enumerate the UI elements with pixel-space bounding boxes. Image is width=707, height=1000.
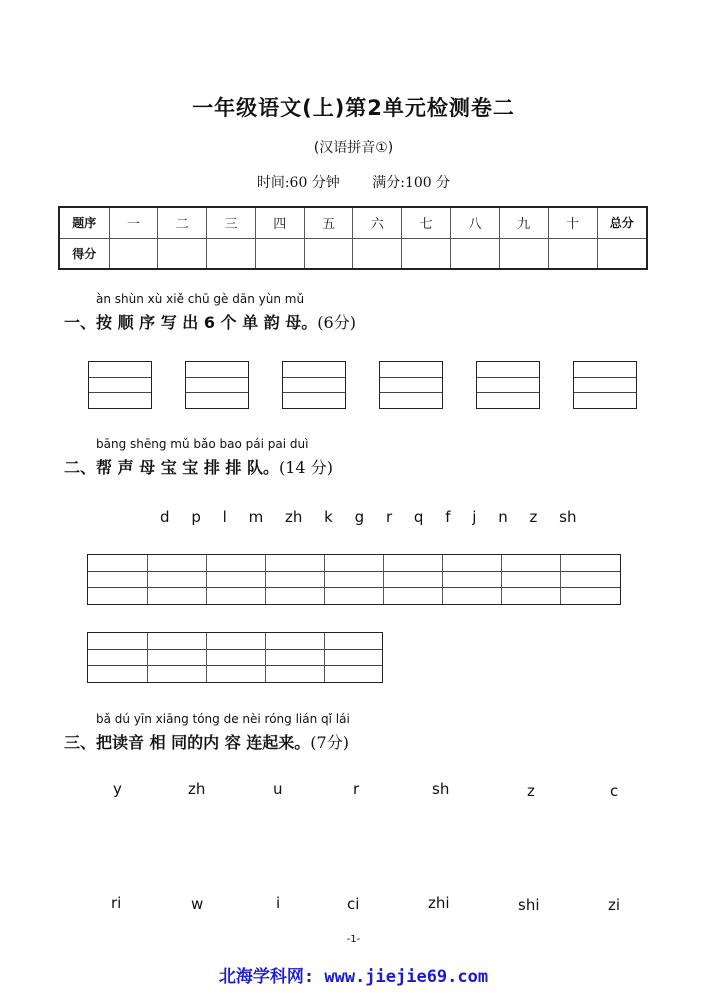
score-cell[interactable] (451, 238, 500, 269)
match-bottom-item[interactable]: zi (608, 896, 621, 914)
match-top-item[interactable]: z (527, 782, 535, 800)
initial-letter: d (160, 508, 170, 526)
page-number: -1- (346, 934, 361, 945)
match-bottom-item[interactable]: i (276, 894, 281, 912)
column-header: 九 (499, 207, 548, 238)
match-top-item[interactable]: r (353, 780, 360, 798)
q3-points: (7分) (310, 733, 349, 752)
initial-letter: l (222, 508, 227, 526)
score-cell[interactable] (548, 238, 597, 269)
column-header: 四 (255, 207, 304, 238)
score-cell-total[interactable] (597, 238, 647, 269)
writing-grid-row-1[interactable] (87, 554, 621, 605)
initial-letter: f (445, 508, 451, 526)
match-top-item[interactable]: y (113, 780, 122, 798)
column-header: 一 (109, 207, 158, 238)
q1-points: (6分) (317, 313, 356, 332)
q2-points: (14 分) (279, 458, 333, 477)
writing-grid-row-2[interactable] (87, 632, 383, 683)
initial-letter: sh (559, 508, 577, 526)
column-header: 二 (158, 207, 207, 238)
writing-box-2[interactable] (185, 361, 249, 409)
writing-box-6[interactable] (573, 361, 637, 409)
score-cell[interactable] (499, 238, 548, 269)
q2-title-text: 二、帮 声 母 宝 宝 排 排 队。 (64, 458, 279, 477)
score-cell[interactable] (353, 238, 402, 269)
match-top-item[interactable]: zh (188, 780, 206, 798)
q3-pinyin: bǎ dú yīn xiāng tóng de nèi róng lián qǐ lái (96, 712, 350, 726)
column-header: 七 (402, 207, 451, 238)
q1-title-text: 一、按 顺 序 写 出 6 个 单 韵 母。 (64, 313, 318, 332)
score-cell[interactable] (255, 238, 304, 269)
footer-watermark: 北海学科网: www.jiejie69.com (218, 967, 489, 987)
q3-title (64, 730, 349, 753)
match-bottom-item[interactable]: w (191, 895, 204, 913)
column-header: 十 (548, 207, 597, 238)
initial-letter: k (324, 508, 333, 526)
score-cell[interactable] (158, 238, 207, 269)
score-cell[interactable] (304, 238, 353, 269)
match-bottom-item[interactable]: ri (111, 894, 122, 912)
q2-title (64, 455, 333, 478)
writing-box-4[interactable] (379, 361, 443, 409)
column-header: 八 (451, 207, 500, 238)
writing-box-3[interactable] (282, 361, 346, 409)
score-cell[interactable] (402, 238, 451, 269)
initial-letter: z (529, 508, 538, 526)
row-label-question: 题序 (59, 207, 109, 238)
q2-pinyin: bāng shēng mǔ bǎo bao pái pai duì (96, 437, 309, 451)
score-table-score-row (59, 238, 647, 269)
initial-letter: n (498, 508, 508, 526)
initial-letter: r (385, 508, 393, 526)
q1-pinyin: àn shùn xù xiě chū gè dān yùn mǔ (96, 292, 305, 306)
score-table-header-row (59, 207, 647, 238)
time-limit: 时间:60 分钟 (256, 175, 340, 191)
q3-title-text: 三、把读音 相 同的内 容 连起来。 (64, 733, 311, 752)
page-title: 一年级语文(上)第2单元检测卷二 (192, 96, 515, 120)
initial-letter: zh (284, 508, 303, 526)
match-bottom-item[interactable]: shi (518, 896, 540, 914)
match-top-item[interactable]: sh (432, 780, 450, 798)
initial-letter: g (354, 508, 365, 526)
score-cell[interactable] (207, 238, 256, 269)
score-table (58, 206, 648, 270)
exam-info (0, 172, 707, 192)
writing-box-1[interactable] (88, 361, 152, 409)
column-header-total: 总分 (597, 207, 647, 238)
column-header: 三 (207, 207, 256, 238)
column-header: 六 (353, 207, 402, 238)
score-cell[interactable] (109, 238, 158, 269)
match-bottom-item[interactable]: ci (347, 895, 360, 913)
writing-box-5[interactable] (476, 361, 540, 409)
q1-title (64, 310, 356, 333)
initial-letter: p (191, 508, 201, 526)
initial-letter: m (248, 508, 264, 526)
match-top-item[interactable]: c (610, 782, 619, 800)
initial-letter: j (472, 508, 477, 526)
page-subtitle: (汉语拼音①) (313, 140, 394, 156)
initial-letter: q (413, 508, 424, 526)
column-header: 五 (304, 207, 353, 238)
full-score: 满分:100 分 (372, 175, 451, 191)
match-bottom-item[interactable]: zhi (428, 894, 450, 912)
match-top-item[interactable]: u (273, 780, 283, 798)
row-label-score: 得分 (59, 238, 109, 269)
initials-list (160, 508, 580, 526)
